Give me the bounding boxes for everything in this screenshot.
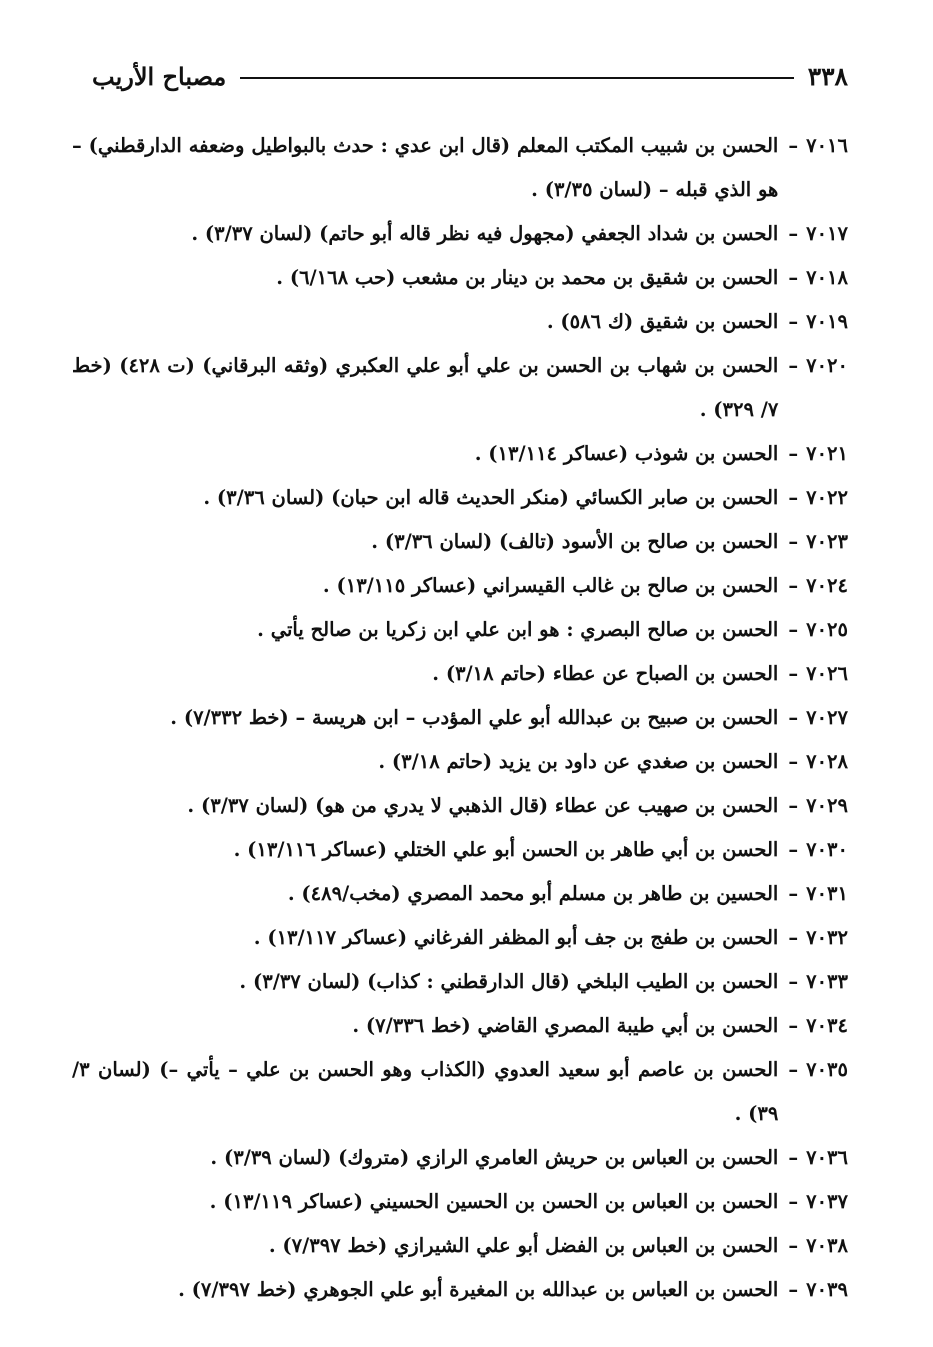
entry-number: ٧٠١٩: [806, 310, 848, 333]
list-item: [72, 960, 848, 1004]
list-item: [72, 740, 848, 784]
running-header: [92, 56, 848, 96]
entry-text: الحسن بن صالح بن الأسود (تالف) (لسان ٣/٣٦) .: [371, 530, 779, 553]
entry-number: ٧٠١٦: [806, 134, 848, 157]
entry-text: الحسن بن شوذب (عساكر ١٣/١١٤) .: [474, 442, 779, 465]
entry-text: الحسن بن شبيب المكتب المعلم (قال ابن عدي : حدث بالبواطيل وضعفه الدارقطني) – هو الذي قبله – (لسان ٣/٣٥) .: [72, 134, 779, 201]
list-item: [72, 344, 848, 432]
page-number: ٣٣٨: [807, 61, 848, 91]
entry-dash: –: [788, 486, 799, 509]
entry-dash: –: [788, 662, 799, 685]
entry-number: ٧٠٣٧: [806, 1190, 848, 1213]
list-item: [72, 652, 848, 696]
entry-dash: –: [788, 1014, 799, 1037]
entry-text: الحسن بن شقيق (ك ٥٨٦) .: [546, 310, 779, 333]
entry-dash: –: [788, 266, 799, 289]
entry-number: ٧٠٣٩: [806, 1278, 848, 1301]
entry-number: ٧٠٣٥: [806, 1058, 848, 1081]
list-item: [72, 432, 848, 476]
entry-number: ٧٠٢٠: [806, 354, 848, 377]
list-item: [72, 828, 848, 872]
entry-number: ٧٠٣٣: [806, 970, 848, 993]
entry-number: ٧٠١٧: [806, 222, 848, 245]
entry-text: الحسن بن عاصم أبو سعيد العدوي (الكذاب وهو الحسن بن علي – يأتي –) (لسان ٣/ ٣٩) .: [72, 1058, 779, 1125]
list-item: [72, 1136, 848, 1180]
entry-text: الحسن بن شهاب بن الحسن بن علي أبو علي العكبري (وثقه البرقاني) (ت ٤٢٨) (خط ٧/ ٣٢٩) .: [72, 354, 779, 421]
entry-dash: –: [788, 354, 799, 377]
list-item: [72, 476, 848, 520]
entry-dash: –: [788, 794, 799, 817]
entry-dash: –: [788, 970, 799, 993]
entry-number: ٧٠٢٧: [806, 706, 848, 729]
entry-dash: –: [788, 1058, 799, 1081]
entry-dash: –: [788, 1146, 799, 1169]
list-item: [72, 300, 848, 344]
list-item: [72, 520, 848, 564]
entry-dash: –: [788, 310, 799, 333]
entry-number: ٧٠٣١: [806, 882, 848, 905]
entry-number: ٧٠٢٢: [806, 486, 848, 509]
entry-list: [72, 124, 848, 1312]
entry-text: الحسن بن العباس بن حريش العامري الرازي (متروك) (لسان ٣/٣٩) .: [210, 1146, 779, 1169]
entry-number: ٧٠٢٨: [806, 750, 848, 773]
entry-dash: –: [788, 222, 799, 245]
entry-dash: –: [788, 618, 799, 641]
list-item: [72, 1268, 848, 1312]
entry-dash: –: [788, 882, 799, 905]
entry-dash: –: [788, 442, 799, 465]
entry-dash: –: [788, 706, 799, 729]
entry-number: ٧٠٢٩: [806, 794, 848, 817]
entry-text: الحسن بن طفج بن جف أبو المظفر الفرغاني (عساكر ١٣/١١٧) .: [253, 926, 779, 949]
list-item: [72, 608, 848, 652]
entry-dash: –: [788, 1190, 799, 1213]
list-item: [72, 1048, 848, 1136]
entry-number: ٧٠٢٤: [806, 574, 848, 597]
entry-text: الحسن بن أبي طيبة المصري القاضي (خط ٧/٣٣٦) .: [352, 1014, 779, 1037]
entry-text: الحسن بن العباس بن الفضل أبو علي الشيرازي (خط ٧/٣٩٧) .: [268, 1234, 779, 1257]
entry-text: الحسن بن صابر الكسائي (منكر الحديث قاله ابن حبان) (لسان ٣/٣٦) .: [203, 486, 779, 509]
list-item: [72, 124, 848, 212]
entry-text: الحسن بن صهيب عن عطاء (قال الذهبي لا يدري من هو) (لسان ٣/٣٧) .: [187, 794, 779, 817]
entry-number: ٧٠٣٨: [806, 1234, 848, 1257]
list-item: [72, 1224, 848, 1268]
list-item: [72, 872, 848, 916]
entry-number: ٧٠٢١: [806, 442, 848, 465]
entry-number: ٧٠٢٥: [806, 618, 848, 641]
list-item: [72, 564, 848, 608]
entry-text: الحسن بن الطيب البلخي (قال الدارقطني : كذاب) (لسان ٣/٣٧) .: [239, 970, 779, 993]
entry-text: الحسن بن صبيح بن عبدالله أبو علي المؤدب – ابن هريسة – (خط ٧/٣٣٢) .: [170, 706, 779, 729]
entry-text: الحسن بن العباس بن عبدالله بن المغيرة أبو علي الجوهري (خط ٧/٣٩٧) .: [178, 1278, 779, 1301]
entry-dash: –: [788, 838, 799, 861]
entry-text: الحسن بن العباس بن الحسن بن الحسين الحسيني (عساكر ١٣/١١٩) .: [209, 1190, 779, 1213]
list-item: [72, 1004, 848, 1048]
entry-number: ٧٠٢٦: [806, 662, 848, 685]
entry-dash: –: [788, 926, 799, 949]
list-item: [72, 916, 848, 960]
entry-number: ٧٠٣٦: [806, 1146, 848, 1169]
entry-text: الحسن بن أبي طاهر بن الحسن أبو علي الختلي (عساكر ١٣/١١٦) .: [233, 838, 779, 861]
entry-text: الحسن بن شداد الجعفي (مجهول فيه نظر قاله أبو حاتم) (لسان ٣/٣٧) .: [191, 222, 779, 245]
entry-text: الحسن بن صالح البصري : هو ابن علي ابن زكريا بن صالح يأتي .: [257, 618, 779, 641]
entry-number: ٧٠٣٢: [806, 926, 848, 949]
entry-text: الحسن بن الصباح عن عطاء (حاتم ٣/١٨) .: [432, 662, 779, 685]
header-rule: [240, 77, 793, 79]
entry-dash: –: [788, 134, 799, 157]
entry-text: الحسن بن شقيق بن محمد بن دينار بن مشعب (حب ٦/١٦٨) .: [276, 266, 779, 289]
entry-text: الحسين بن طاهر بن مسلم أبو محمد المصري (مخب/٤٨٩) .: [287, 882, 779, 905]
list-item: [72, 212, 848, 256]
entry-number: ٧٠٢٣: [806, 530, 848, 553]
entry-dash: –: [788, 1234, 799, 1257]
entry-text: الحسن بن صغدي عن داود بن يزيد (حاتم ٣/١٨) .: [378, 750, 779, 773]
list-item: [72, 1180, 848, 1224]
entry-dash: –: [788, 574, 799, 597]
entry-dash: –: [788, 750, 799, 773]
book-title: مصباح الأريب: [92, 61, 227, 91]
entry-number: ٧٠٣٠: [806, 838, 848, 861]
list-item: [72, 256, 848, 300]
entry-number: ٧٠١٨: [806, 266, 848, 289]
entry-text: الحسن بن صالح بن غالب القيسراني (عساكر ١٣/١١٥) .: [322, 574, 779, 597]
list-item: [72, 696, 848, 740]
entry-dash: –: [788, 530, 799, 553]
list-item: [72, 784, 848, 828]
entry-dash: –: [788, 1278, 799, 1301]
entry-number: ٧٠٣٤: [806, 1014, 848, 1037]
